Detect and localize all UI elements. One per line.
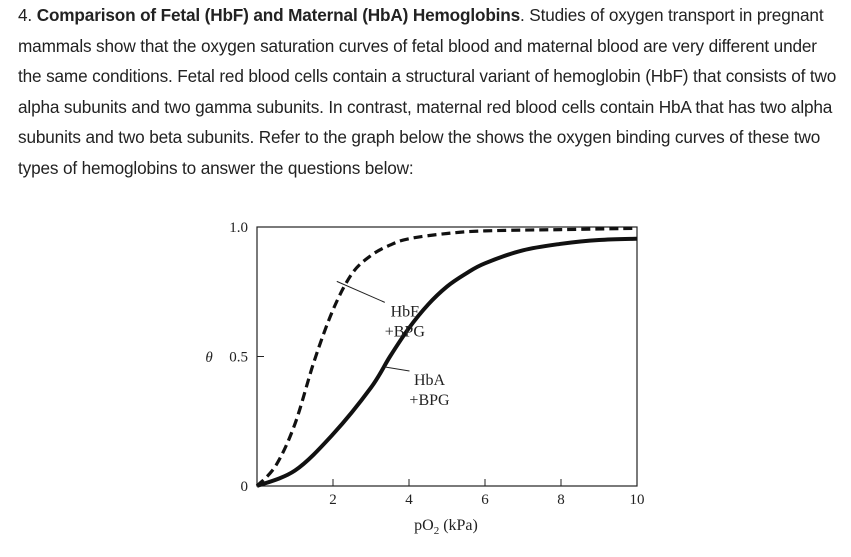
plot-frame [257,227,637,486]
curve-label: +BPG [409,391,450,409]
x-tick-label: 4 [405,492,413,508]
hba-callout [384,367,450,409]
x-tick-label: 2 [329,492,337,508]
x-tick-label: 6 [481,492,489,508]
y-tick-label: 0 [240,479,248,495]
x-tick-label: 8 [557,492,565,508]
leader-line [337,281,385,302]
curves [257,228,637,486]
curve-label: HbF [390,303,420,321]
question-number: 4. [18,5,33,25]
x-axis-ticks [329,479,644,508]
question-title: Comparison of Fetal (HbF) and Maternal (HbA) Hemoglobins [36,5,521,25]
leader-line [384,367,409,371]
y-axis-label: θ [205,350,213,366]
y-tick-label: 1.0 [229,220,248,236]
y-tick-label: 0.5 [229,349,248,366]
hba-bpg-curve [257,239,637,486]
x-tick-label: 10 [629,492,645,508]
x-axis-label: $pO_2$ (kPa) [414,517,478,537]
curve-label: +BPG [384,323,425,341]
hbf-bpg-curve [257,228,637,486]
hbf-callout [337,281,426,340]
question-body: . Studies of oxygen transport in pregnant mammals show that the oxygen saturation curves of fetal blood and maternal blood are very different under the same conditions. Fetal red blood cells contain a structural variant of hemoglobin (HbF) that consists of two alpha subunits and two gamma subunits. In contrast, maternal red blood cells contain HbA that has two alpha subunits and two beta subunits. Refer to the graph below the shows the oxygen binding curves of these two types of hemoglobins to answer the questions below: [18,5,837,178]
y-axis-ticks [229,220,264,495]
curve-label: HbA [413,371,446,389]
